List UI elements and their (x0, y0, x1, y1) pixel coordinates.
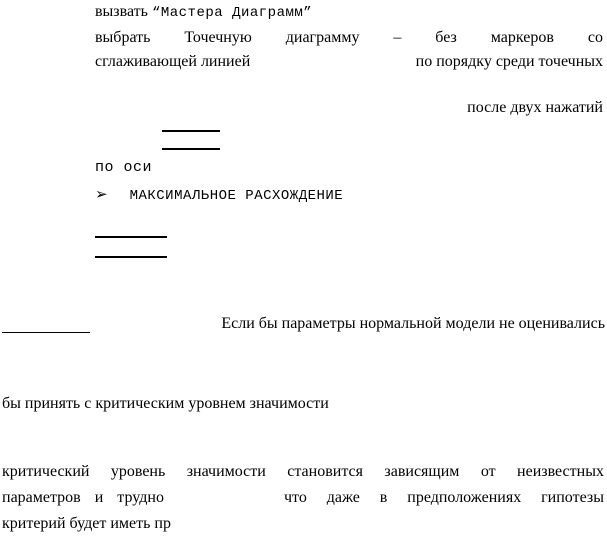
text-fragment: по порядку среди точечных (415, 53, 603, 70)
underline-rule (95, 256, 167, 258)
text-line-10b (284, 488, 604, 508)
word: предположениях (407, 489, 522, 506)
word: – (393, 29, 402, 46)
word: со (587, 29, 603, 46)
word: критический (2, 463, 90, 480)
underline-rule (95, 236, 167, 238)
text-line-1 (95, 2, 312, 23)
text-fragment: бы принять с критическим уровнем значимости (2, 395, 329, 412)
text-fragment: Если бы параметры нормальной модели не оценивались (221, 315, 605, 332)
text-line-11 (2, 514, 171, 534)
text-fragment-mono: “Мастера Диаграмм” (151, 5, 313, 21)
text-fragment: после двух нажатий (467, 99, 603, 116)
word: даже (326, 489, 360, 506)
word: зависящим (384, 463, 460, 480)
word: что (284, 489, 307, 506)
word: и (94, 489, 104, 506)
word: гипотезы (541, 489, 604, 506)
text-fragment: вызвать (95, 3, 148, 20)
text-line-3b (333, 52, 603, 72)
word: выбрать (95, 29, 151, 46)
arrow-bullet-icon: ➢ (95, 185, 108, 203)
text-line-10 (2, 488, 164, 508)
text-line-4 (434, 98, 603, 118)
text-fragment: сглаживающей линией (95, 53, 251, 70)
text-line-3 (95, 52, 250, 72)
text-line-5 (95, 158, 152, 178)
text-line-9 (2, 462, 604, 482)
word: уровень (110, 463, 166, 480)
bullet-line (95, 184, 343, 206)
word: становится (287, 463, 363, 480)
word: параметров (2, 489, 81, 506)
word: от (480, 463, 496, 480)
text-line-2 (95, 28, 603, 48)
text-line-7 (143, 314, 605, 334)
word: Точечную (184, 29, 252, 46)
underline-rule (162, 148, 220, 150)
blank-rule (2, 332, 90, 333)
text-line-8 (2, 394, 329, 414)
text-fragment: по оси (95, 159, 153, 176)
word: трудно (117, 489, 164, 506)
text-fragment-mono: МАКСИМАЛЬНОЕ РАСХОЖДЕНИЕ (129, 188, 344, 204)
word: в (379, 489, 388, 506)
text-fragment: критерий будет иметь пр (2, 515, 171, 532)
word: значимости (186, 463, 266, 480)
word: маркеров (490, 29, 554, 46)
underline-rule (162, 130, 220, 132)
word: без (435, 29, 457, 46)
word: неизвестных (517, 463, 604, 480)
word: диаграмму (285, 29, 360, 46)
